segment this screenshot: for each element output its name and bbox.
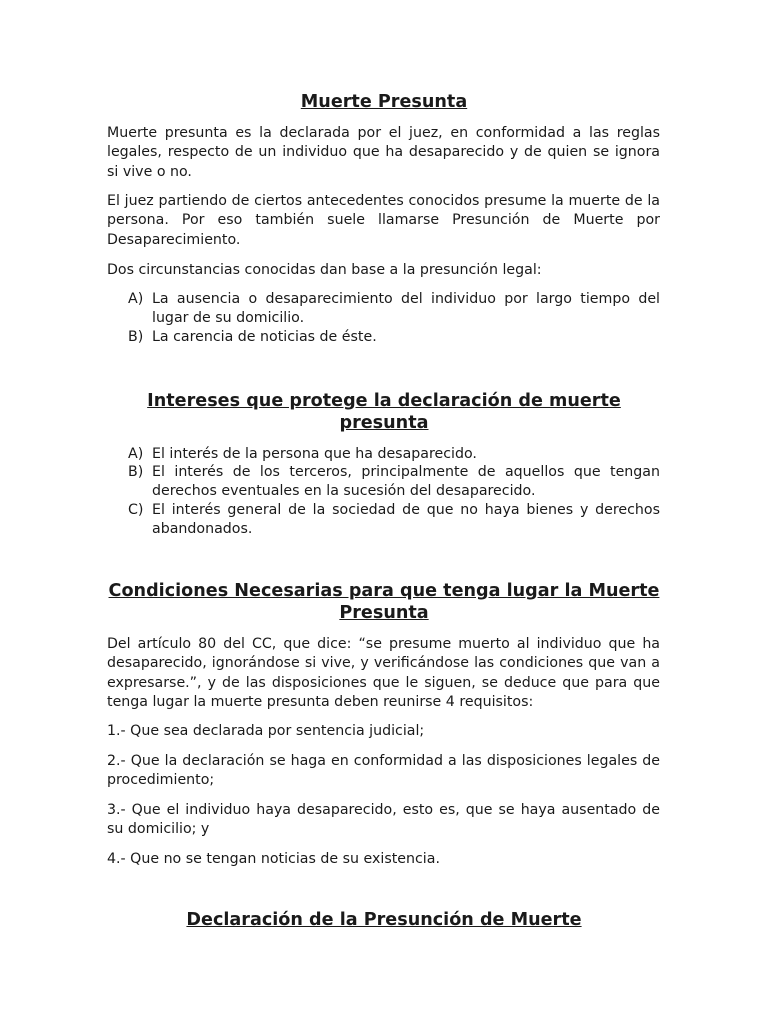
list-marker: A) (128, 291, 144, 307)
list-item-text: El interés de los terceros, principalmente de aquellos que tengan derechos eventuales en la sucesión del desaparecido. (152, 464, 660, 500)
paragraph-circumstances: Dos circunstancias conocidas dan base a la presunción legal: (107, 262, 542, 278)
list-item-text: La ausencia o desaparecimiento del individuo por largo tiempo del lugar de su domicilio. (152, 291, 660, 327)
requirement-4: 4.- Que no se tengan noticias de su existencia. (107, 851, 440, 867)
list-item-text: La carencia de noticias de éste. (152, 329, 377, 345)
list-item-text: El interés general de la sociedad de que no haya bienes y derechos abandonados. (152, 502, 660, 538)
list-marker: B) (128, 329, 144, 345)
list-item-a (128, 445, 660, 464)
section-title-condiciones: Condiciones Necesarias para que tenga lugar la Muerte Presunta (108, 581, 660, 623)
section-title-muerte-presunta: Muerte Presunta (300, 92, 468, 112)
requirement-1: 1.- Que sea declarada por sentencia judicial; (107, 723, 425, 739)
requirement-3: 3.- Que el individuo haya desaparecido, esto es, que se haya ausentado de su domicilio; y (107, 802, 660, 838)
requirement-2: 2.- Que la declaración se haga en conformidad a las disposiciones legales de procedimiento; (107, 753, 660, 789)
paragraph-definition: Muerte presunta es la declarada por el juez, en conformidad a las reglas legales, respecto de un individuo que ha desaparecido y de quien se ignora si vive o no. (107, 125, 660, 180)
list-item-b (128, 463, 660, 502)
list-item-text: El interés de la persona que ha desaparecido. (152, 446, 477, 462)
list-item-c (128, 501, 660, 540)
list-item-a (128, 290, 660, 329)
list-marker: B) (128, 464, 144, 480)
paragraph-presumption: El juez partiendo de ciertos antecedentes conocidos presume la muerte de la persona. Por eso también suele llamarse Presunción de Muerte por Desaparecimiento. (107, 193, 660, 248)
list-marker: A) (128, 446, 144, 462)
section-title-declaracion: Declaración de la Presunción de Muerte (186, 910, 582, 930)
section-title-intereses: Intereses que protege la declaración de muerte presunta (147, 391, 621, 433)
paragraph-article-80: Del artículo 80 del CC, que dice: “se presume muerto al individuo que ha desaparecido, ignorándose si vive, y verificándose las condiciones que van a expresarse.”, y de las disposiciones que le siguen, se deduce que para que tenga lugar la muerte presunta deben reunirse 4 requisitos: (107, 636, 660, 711)
list-marker: C) (128, 502, 144, 518)
list-item-b (128, 328, 660, 347)
